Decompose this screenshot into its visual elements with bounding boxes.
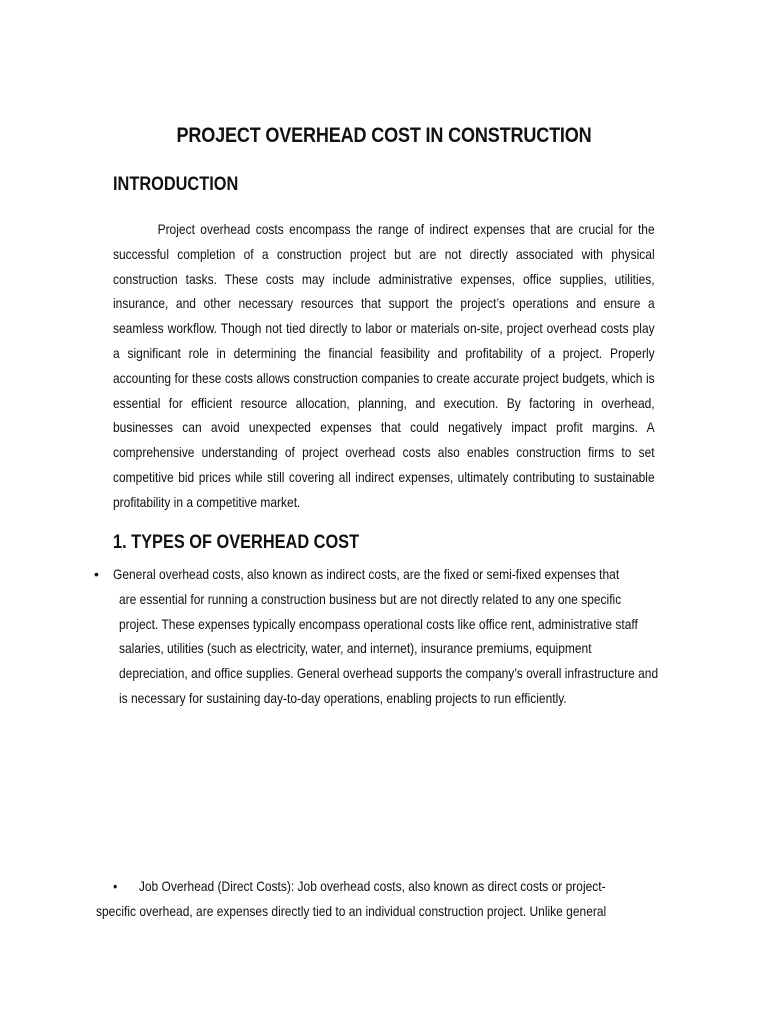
introduction-heading: INTRODUCTION <box>113 174 239 195</box>
document-title: PROJECT OVERHEAD COST IN CONSTRUCTION <box>176 124 592 147</box>
bullet-icon: • <box>113 878 118 894</box>
types-of-overhead-heading: 1. TYPES OF OVERHEAD COST <box>113 532 360 553</box>
job-overhead-text-block <box>96 874 644 924</box>
general-overhead-continuation: are essential for running a construction business but are not directly related to any one specific project. These expenses typically encompass operational costs like office rent, administrative staff salaries, utilities (such as electricity, water, and internet), insurance premiums, equipment depreciation, and office supplies. General overhead supports the company’s overall infrastructure and is necessary for sustaining day-to-day operations, enabling projects to run efficiently. <box>118 590 659 706</box>
bullet-icon: • <box>94 566 99 582</box>
job-overhead-text: Job Overhead (Direct Costs): Job overhead costs, also known as direct costs or project-specific overhead, are expenses directly tied to an individual construction project. Unlike general <box>96 878 607 919</box>
general-overhead-first-line: General overhead costs, also known as indirect costs, are the fixed or semi-fixed expenses that <box>113 566 620 582</box>
introduction-paragraph: Project overhead costs encompass the range of indirect expenses that are crucial for the successful completion of a construction project but are not directly associated with physical construction tasks. These costs may include administrative expenses, office supplies, utilities, insurance, and other necessary resources that support the project’s operations and ensure a seamless workflow. Though not tied directly to labor or materials on-site, project overhead costs play a significant role in determining the financial feasibility and profitability of a project. Properly accounting for these costs allows construction companies to create accurate project budgets, which is essential for efficient resource allocation, planning, and execution. By factoring in overhead, businesses can avoid unexpected expenses that could negatively impact profit margins. A comprehensive understanding of project overhead costs also enables construction firms to set competitive bid prices while still covering all indirect expenses, ultimately contributing to sustainable profitability in a competitive market. <box>113 221 655 510</box>
general-overhead-text <box>113 562 661 711</box>
